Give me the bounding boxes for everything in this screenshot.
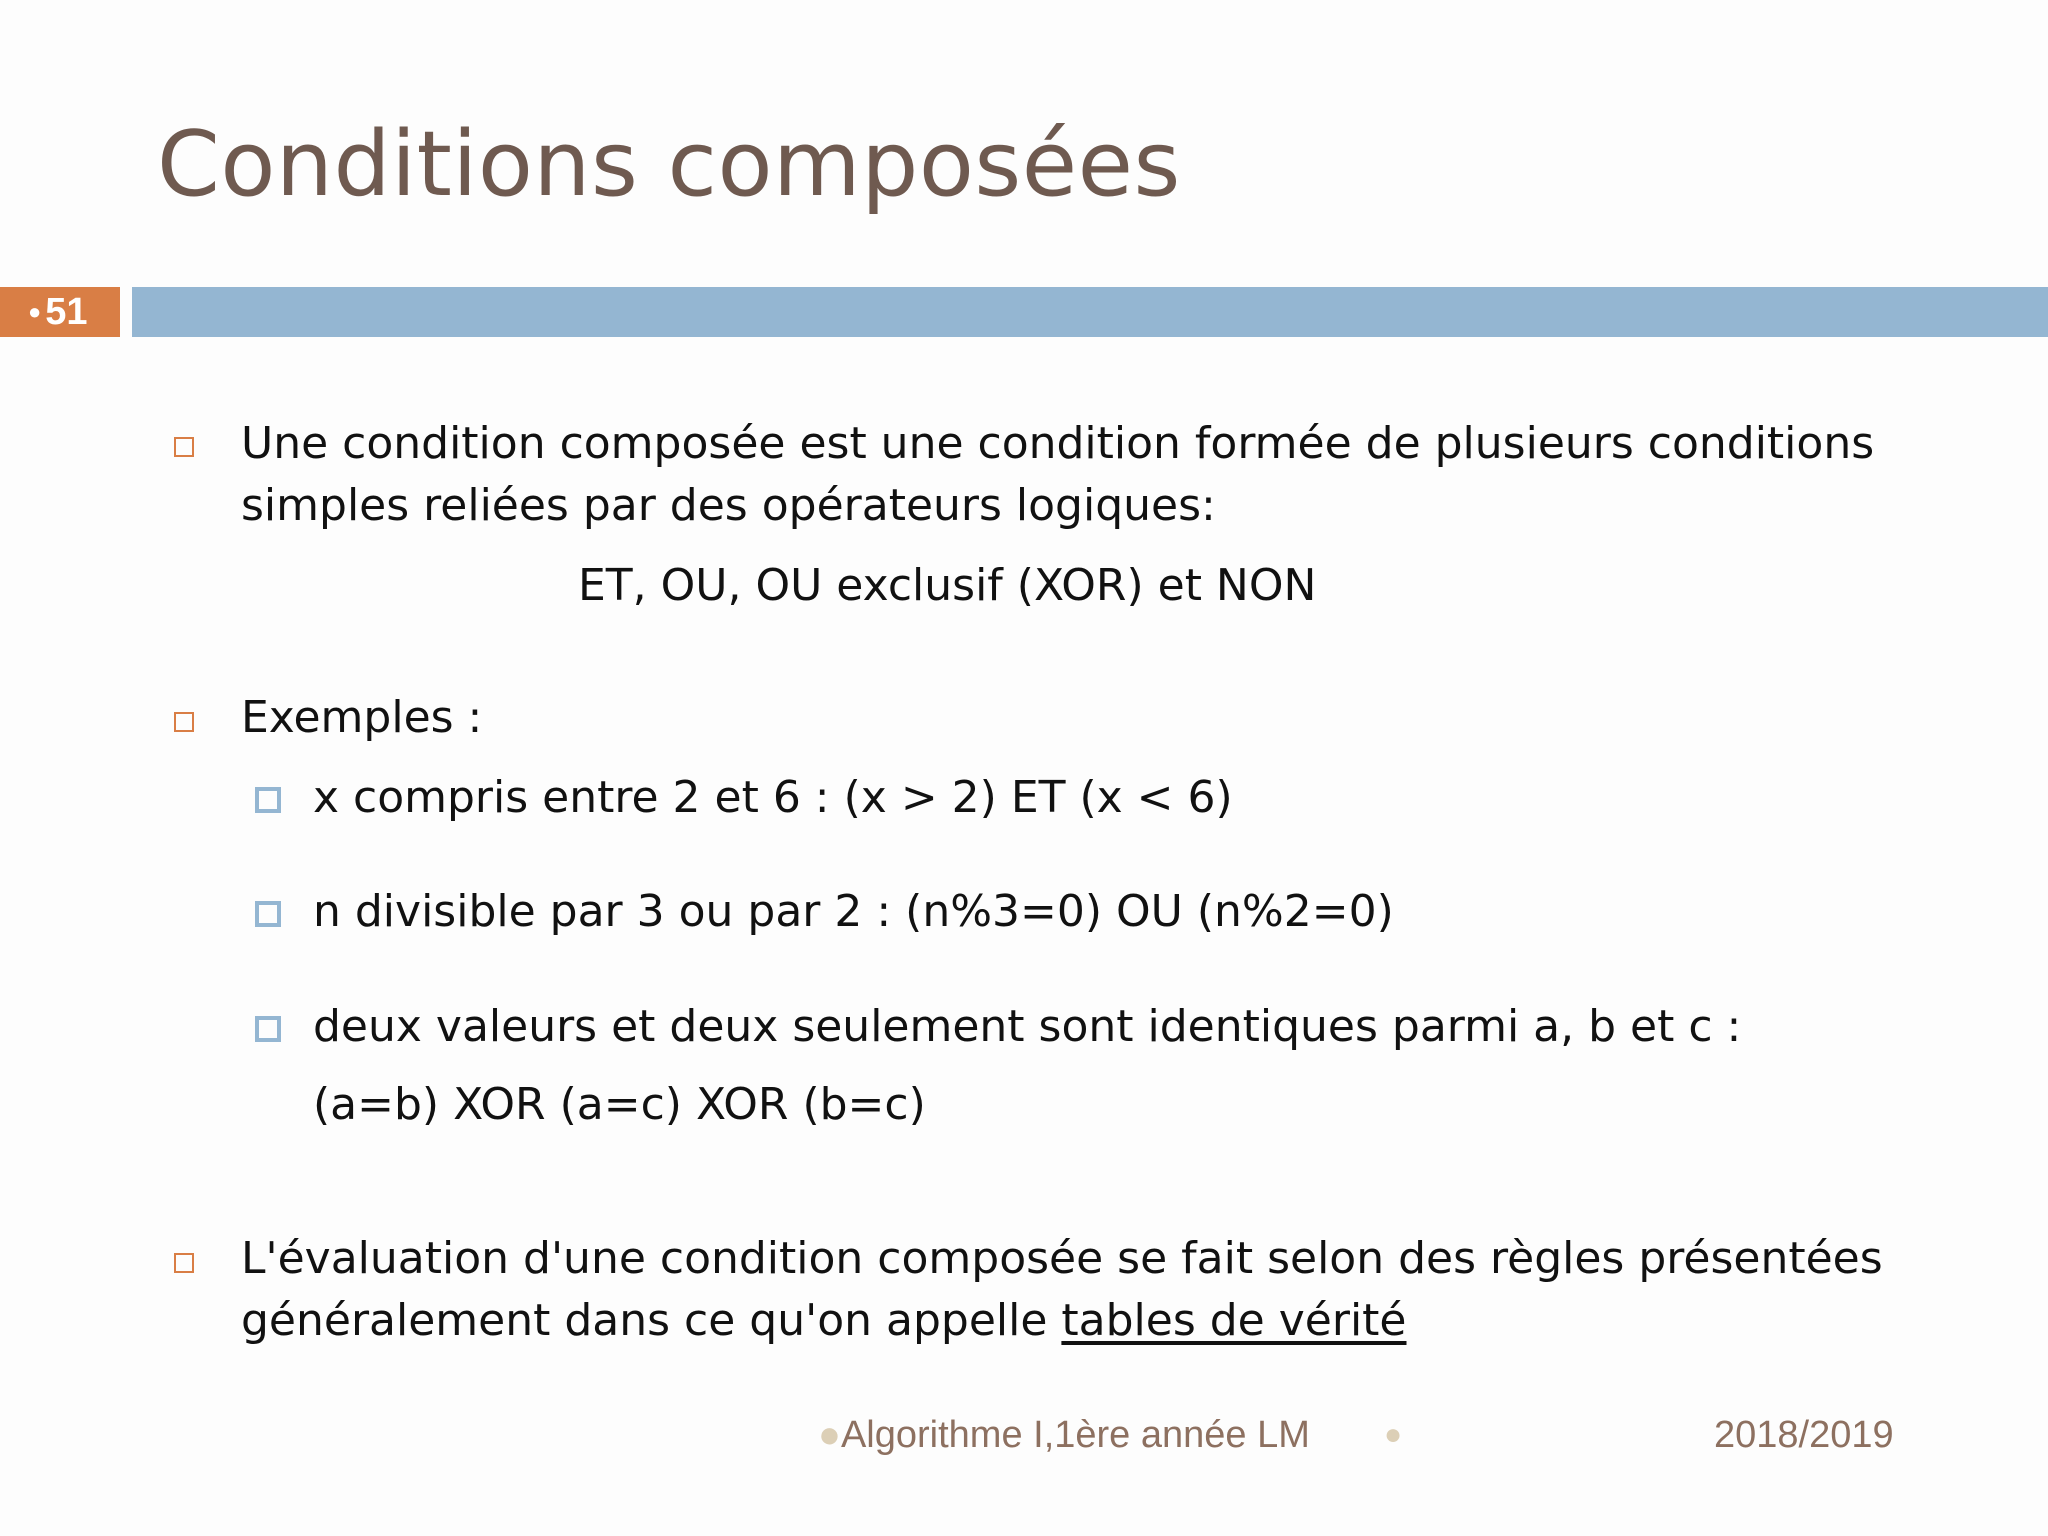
square-bullet-icon bbox=[174, 1253, 194, 1273]
footer-course bbox=[818, 1414, 1310, 1457]
slide-number-badge bbox=[0, 287, 120, 337]
sub-bullet-icon bbox=[255, 1016, 281, 1042]
example-item: deux valeurs et deux seulement sont identiques parmi a, b et c : bbox=[313, 1001, 1742, 1052]
bullet1-line2: simples reliées par des opérateurs logiques: bbox=[241, 480, 1216, 531]
footer-course-text: Algorithme I,1ère année LM bbox=[840, 1414, 1310, 1456]
square-bullet-icon bbox=[174, 712, 194, 732]
bullet1-line1: Une condition composée est une condition formée de plusieurs conditions bbox=[241, 418, 1875, 469]
sub-bullet-icon bbox=[255, 787, 281, 813]
square-bullet-icon bbox=[174, 437, 194, 457]
sub-bullet-icon bbox=[255, 901, 281, 927]
operators-list: ET, OU, OU exclusif (XOR) et NON bbox=[578, 560, 1317, 611]
header-divider-bar bbox=[132, 287, 2048, 337]
examples-label: Exemples : bbox=[241, 692, 483, 743]
footer-separator-dot-icon: ● bbox=[1384, 1418, 1403, 1451]
example-item: n divisible par 3 ou par 2 : (n%3=0) OU (n%2=0) bbox=[313, 886, 1394, 937]
truth-tables-link[interactable]: tables de vérité bbox=[1061, 1295, 1407, 1346]
bullet3-line2-text: généralement dans ce qu'on appelle bbox=[241, 1295, 1062, 1346]
slide-title: Conditions composées bbox=[157, 112, 1181, 217]
bullet-dot-icon: ● bbox=[28, 299, 42, 324]
slide-header bbox=[0, 0, 2048, 285]
footer-year: 2018/2019 bbox=[1714, 1414, 1894, 1456]
slide-number: 51 bbox=[45, 290, 88, 333]
example-item: x compris entre 2 et 6 : (x > 2) ET (x < 6) bbox=[313, 772, 1233, 823]
footer-dot-icon: ● bbox=[818, 1414, 841, 1456]
bullet3-line2 bbox=[241, 1295, 1407, 1346]
bullet3-line1: L'évaluation d'une condition composée se fait selon des règles présentées bbox=[241, 1233, 1883, 1284]
example-item-continuation: (a=b) XOR (a=c) XOR (b=c) bbox=[313, 1079, 926, 1130]
